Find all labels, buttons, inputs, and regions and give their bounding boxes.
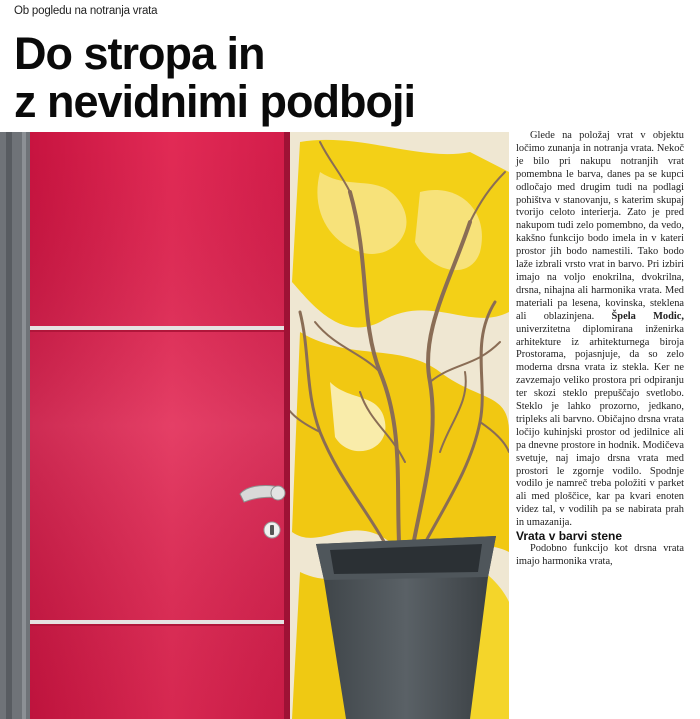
paragraph-1-text-a: Glede na položaj vrat v objektu ločimo zunanja in notranja vrata. Nekoč je bilo pri nakupu notranjih vrat pomembna le barva, danes pa se kupci odločajo med drugim tudi na podlagi pohištva v stanovanju, s katerim skupaj tvorijo celoto interierja. Zato je pred nakupom tudi zelo pomembno, da vedo, kakšno funkcijo bodo imela in v kateri prostor jih bodo namestili. Tako bodo laže izbrali vrsto vrat in barvo. Pri izbiri imajo na voljo enokrilna, dvokrilna, drsna, nihajna ali harmonika vrata. Med materiali pa lesena, kovinska, steklena ali oblazinjena. xyxy=(516,130,684,322)
paragraph-1-text-b: univerzitetna diplomirana inženirka arhitekture iz arhitekturnega biroja Prostorama, pojasnjuje, da so zelo moderna drsna vrata iz stekla. Ker ne zavzemajo veliko prostora pri odpiranju ter skozi steklo prepuščajo svetlobo. Steklo je lahko prozorno, jedkano, tripleks ali barvno. Običajno drsna vrata ločijo kuhinjski prostor od jedilnice ali pa dnevne prostore in hodnik. Modičeva svetuje, naj imajo drsna vrata med prostori le zgornje vodilo. Spodnje vodilo je namreč treba položiti v parket ali med ploščice, kar pa kvari enoten videz tal, v vodilih pa se nabirata prah in umazanija. xyxy=(516,323,684,529)
vase xyxy=(316,536,496,719)
red-door xyxy=(30,132,290,719)
article-paragraph-1 xyxy=(516,130,684,530)
door-and-vase-image xyxy=(0,132,509,719)
article-body xyxy=(516,130,684,569)
title-line-2: z nevidnimi podboji xyxy=(14,76,415,127)
page-title xyxy=(14,30,494,126)
article-photo xyxy=(0,132,509,719)
title-line-1: Do stropa in xyxy=(14,28,265,79)
article-paragraph-2: Podobno funkcijo kot drsna vrata imajo harmonika vrata, xyxy=(516,543,684,567)
expert-name: Špela Modic, xyxy=(611,310,684,322)
subheading: Vrata v barvi stene xyxy=(516,529,623,544)
section-kicker: Ob pogledu na notranja vrata xyxy=(14,5,158,17)
